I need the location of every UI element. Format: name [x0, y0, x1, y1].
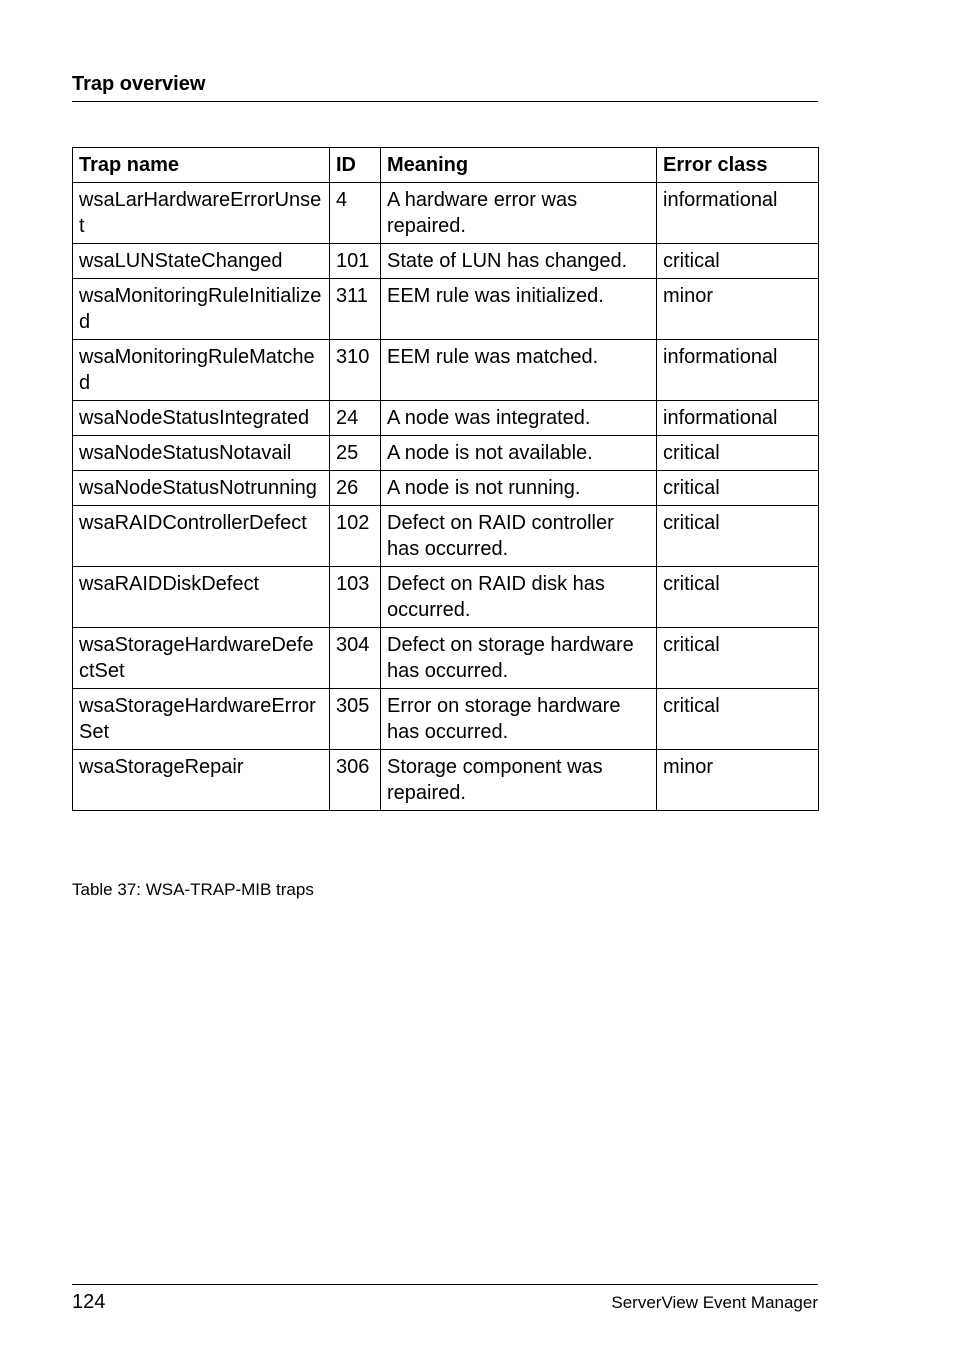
trap-name-cell: wsaNodeStatusNotrunning: [73, 471, 330, 506]
document-title: ServerView Event Manager: [611, 1293, 818, 1312]
header-divider: [72, 101, 818, 102]
trap-meaning-cell: A hardware error was repaired.: [381, 183, 657, 244]
trap-id-cell: 310: [330, 340, 381, 401]
trap-id-cell: 101: [330, 244, 381, 279]
trap-id-cell: 25: [330, 436, 381, 471]
trap-error-class-cell: critical: [657, 506, 819, 567]
trap-error-class-cell: minor: [657, 750, 819, 811]
trap-meaning-cell: EEM rule was matched.: [381, 340, 657, 401]
page-number: 124: [72, 1291, 106, 1313]
trap-error-class-cell: critical: [657, 436, 819, 471]
table-row: [73, 750, 819, 811]
section-title: Trap overview: [72, 73, 206, 95]
trap-error-class-cell: minor: [657, 279, 819, 340]
trap-name-cell: wsaNodeStatusIntegrated: [73, 401, 330, 436]
trap-id-cell: 103: [330, 567, 381, 628]
table-row: [73, 506, 819, 567]
table-row: [73, 340, 819, 401]
trap-meaning-cell: EEM rule was initialized.: [381, 279, 657, 340]
table-caption: Table 37: WSA-TRAP-MIB traps: [72, 880, 314, 899]
column-header-id: ID: [330, 148, 381, 183]
trap-meaning-cell: A node is not available.: [381, 436, 657, 471]
trap-name-cell: wsaStorageRepair: [73, 750, 330, 811]
trap-error-class-cell: critical: [657, 567, 819, 628]
trap-meaning-cell: Defect on storage hardware has occurred.: [381, 628, 657, 689]
trap-error-class-cell: critical: [657, 689, 819, 750]
trap-meaning-cell: Defect on RAID disk has occurred.: [381, 567, 657, 628]
trap-error-class-cell: critical: [657, 244, 819, 279]
trap-name-cell: wsaMonitoringRuleMatched: [73, 340, 330, 401]
trap-name-cell: wsaRAIDDiskDefect: [73, 567, 330, 628]
trap-name-cell: wsaLUNStateChanged: [73, 244, 330, 279]
column-header-meaning: Meaning: [381, 148, 657, 183]
trap-id-cell: 305: [330, 689, 381, 750]
trap-error-class-cell: informational: [657, 183, 819, 244]
table-header-row: [73, 148, 819, 183]
trap-meaning-cell: Storage component was repaired.: [381, 750, 657, 811]
trap-id-cell: 102: [330, 506, 381, 567]
trap-id-cell: 4: [330, 183, 381, 244]
trap-id-cell: 24: [330, 401, 381, 436]
trap-name-cell: wsaLarHardwareErrorUnset: [73, 183, 330, 244]
trap-name-cell: wsaRAIDControllerDefect: [73, 506, 330, 567]
trap-name-cell: wsaNodeStatusNotavail: [73, 436, 330, 471]
trap-id-cell: 304: [330, 628, 381, 689]
table-row: [73, 401, 819, 436]
column-header-trap-name: Trap name: [73, 148, 330, 183]
trap-table: [72, 147, 819, 811]
table-row: [73, 471, 819, 506]
trap-meaning-cell: A node was integrated.: [381, 401, 657, 436]
trap-error-class-cell: informational: [657, 401, 819, 436]
table-row: [73, 436, 819, 471]
trap-name-cell: wsaStorageHardwareDefectSet: [73, 628, 330, 689]
trap-meaning-cell: Defect on RAID controller has occurred.: [381, 506, 657, 567]
table-row: [73, 689, 819, 750]
trap-meaning-cell: Error on storage hardware has occurred.: [381, 689, 657, 750]
trap-name-cell: wsaStorageHardwareErrorSet: [73, 689, 330, 750]
table-row: [73, 183, 819, 244]
trap-meaning-cell: State of LUN has changed.: [381, 244, 657, 279]
table-row: [73, 244, 819, 279]
table-row: [73, 279, 819, 340]
trap-id-cell: 26: [330, 471, 381, 506]
trap-error-class-cell: critical: [657, 628, 819, 689]
table-row: [73, 567, 819, 628]
column-header-error-class: Error class: [657, 148, 819, 183]
trap-error-class-cell: critical: [657, 471, 819, 506]
trap-meaning-cell: A node is not running.: [381, 471, 657, 506]
trap-error-class-cell: informational: [657, 340, 819, 401]
footer-divider: [72, 1284, 818, 1285]
trap-id-cell: 311: [330, 279, 381, 340]
table-row: [73, 628, 819, 689]
trap-name-cell: wsaMonitoringRuleInitialized: [73, 279, 330, 340]
trap-id-cell: 306: [330, 750, 381, 811]
